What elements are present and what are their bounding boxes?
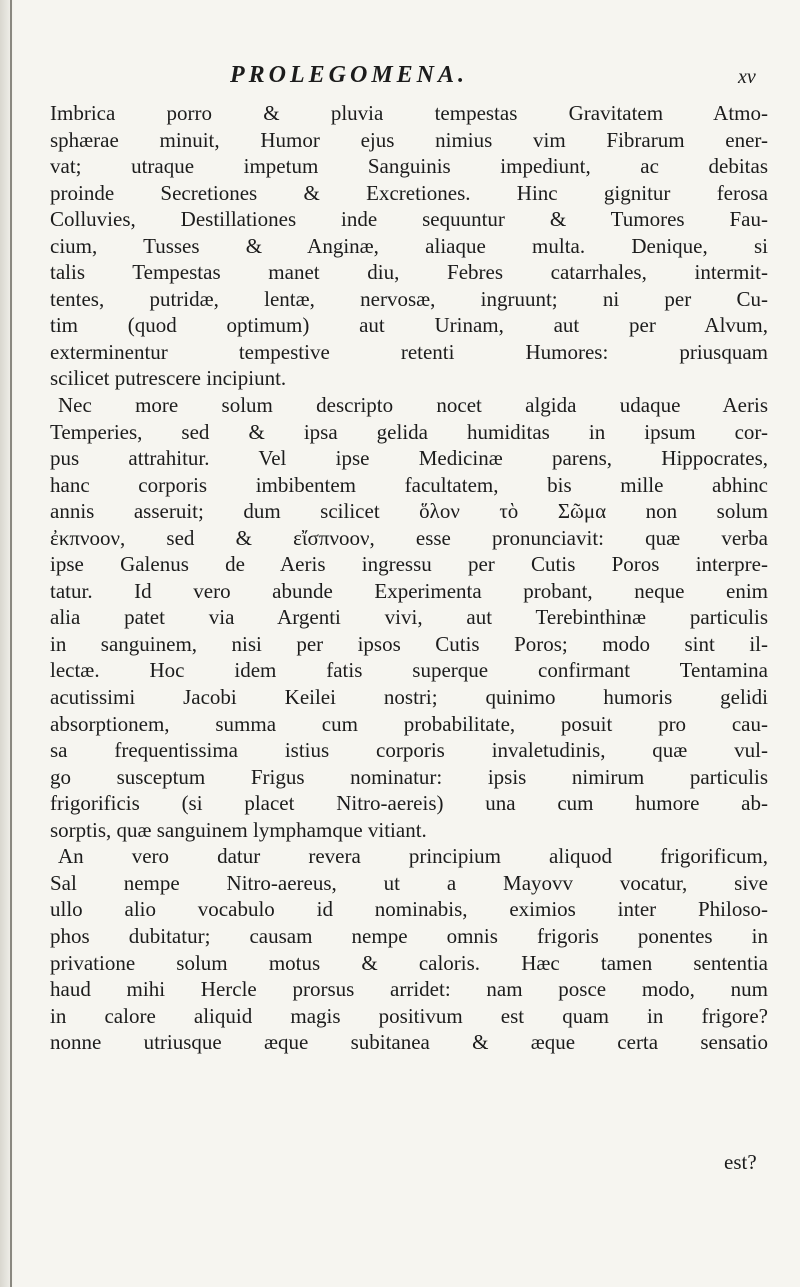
text-line: tim (quod optimum) aut Urinam, aut per Alvum, xyxy=(50,313,768,338)
text-line: nonne utriusque æque subitanea & æque certa sensatio xyxy=(50,1030,768,1055)
text-line: in sanguinem, nisi per ipsos Cutis Poros; modo sint il- xyxy=(50,631,768,656)
text-line: vat; utraque impetum Sanguinis impediunt, ac debitas xyxy=(50,154,768,179)
text-line: privatione solum motus & caloris. Hæc tamen sententia xyxy=(50,950,768,975)
text-line: pus attrahitur. Vel ipse Medicinæ parens, Hippocrates, xyxy=(50,446,768,471)
text-line: phos dubitatur; causam nempe omnis frigoris ponentes in xyxy=(50,923,768,948)
text-line: talis Tempestas manet diu, Febres catarrhales, intermit- xyxy=(50,260,768,285)
text-line: acutissimi Jacobi Keilei nostri; quinimo humoris gelidi xyxy=(50,685,768,710)
text-line: exterminentur tempestive retenti Humores: priusquam xyxy=(50,339,768,364)
text-line: sphærae minuit, Humor ejus nimius vim Fibrarum ener- xyxy=(50,127,768,152)
text-line: ullo alio vocabulo id nominabis, eximios inter Philoso- xyxy=(50,897,768,922)
page-number: xv xyxy=(738,66,756,88)
text-line: Imbrica porro & pluvia tempestas Gravitatem Atmo- xyxy=(50,101,768,125)
text-line: Sal nempe Nitro-aereus, ut a Mayovv vocatur, sive xyxy=(50,870,768,895)
text-line: ipse Galenus de Aeris ingressu per Cutis Poros interpre- xyxy=(50,552,768,577)
text-line: alia patet via Argenti vivi, aut Terebinthinæ particulis xyxy=(50,605,768,630)
text-line: haud mihi Hercle prorsus arridet: nam posce modo, num xyxy=(50,977,768,1002)
text-line: proinde Secretiones & Excretiones. Hinc gignitur ferosa xyxy=(50,180,768,205)
catchword: est? xyxy=(724,1150,757,1174)
text-line: scilicet putrescere incipiunt. xyxy=(50,366,287,391)
text-line: frigorificis (si placet Nitro-aereis) una cum humore ab- xyxy=(50,791,768,816)
body-text xyxy=(50,100,768,1056)
text-line: ἐκπνοον, sed & εἴσπνοον, esse pronunciavit: quæ verba xyxy=(50,525,768,550)
text-line: Temperies, sed & ipsa gelida humiditas in ipsum cor- xyxy=(50,419,768,444)
text-line: cium, Tusses & Anginæ, aliaque multa. Denique, si xyxy=(50,233,768,258)
text-line: An vero datur revera principium aliquod frigorificum, xyxy=(58,844,768,869)
text-line: Colluvies, Destillationes inde sequuntur & Tumores Fau- xyxy=(50,207,768,232)
text-line: tatur. Id vero abunde Experimenta probant, neque enim xyxy=(50,578,768,603)
text-line: tentes, putridæ, lentæ, nervosæ, ingruunt; ni per Cu- xyxy=(50,286,768,311)
text-line: Nec more solum descripto nocet algida udaque Aeris xyxy=(58,393,768,418)
text-line: sorptis, quæ sanguinem lymphamque vitiant. xyxy=(50,817,427,842)
text-line: in calore aliquid magis positivum est quam in frigore? xyxy=(50,1003,768,1028)
text-line: absorptionem, summa cum probabilitate, posuit pro cau- xyxy=(50,711,768,736)
page-edge-line xyxy=(10,0,12,1287)
text-line: lectæ. Hoc idem fatis superque confirmant Tentamina xyxy=(50,658,768,683)
running-title: PROLEGOMENA. xyxy=(230,62,469,88)
text-line: go susceptum Frigus nominatur: ipsis nimirum particulis xyxy=(50,764,768,789)
text-line: sa frequentissima istius corporis invaletudinis, quæ vul- xyxy=(50,738,768,763)
text-line: hanc corporis imbibentem facultatem, bis mille abhinc xyxy=(50,472,768,497)
page-header xyxy=(0,62,800,96)
text-line: annis asseruit; dum scilicet ὅλον τὸ Σῶμα non solum xyxy=(50,499,768,524)
